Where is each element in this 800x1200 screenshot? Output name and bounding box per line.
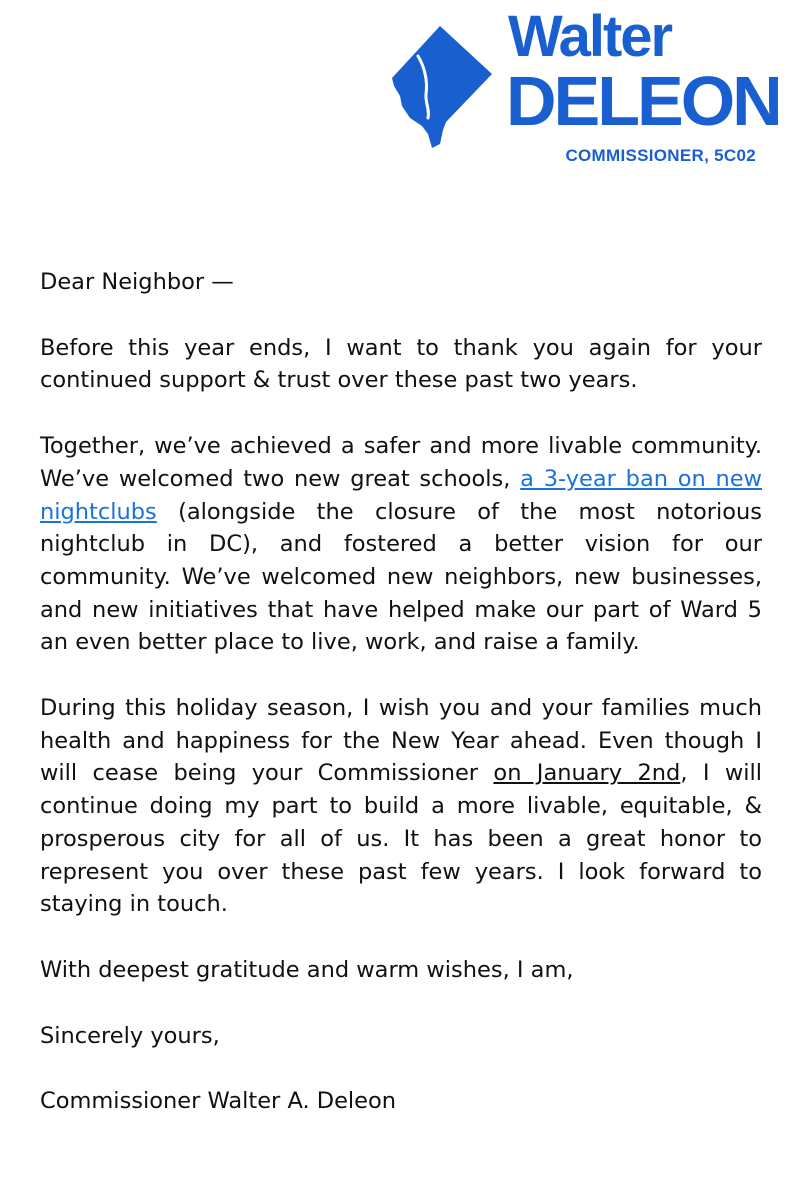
end-date: on January 2nd [493,760,681,787]
logo-first-name: Walter [508,4,672,69]
paragraph-holiday [40,692,762,921]
paragraph-achievements [40,430,762,659]
holiday-text-end: , I will continue doing my part to build a more livable, equitable, & prosperous city for all of us. It has been a great honor to represent you over these past few years. I look forward to staying in touch. [40,760,762,918]
letter-body [40,266,762,1151]
nightclub-ban-link[interactable]: a 3-year ban on new nightclubs [40,465,762,525]
logo-title: COMMISSIONER, 5C02 [565,146,756,165]
signature: Commissioner Walter A. Deleon [40,1088,397,1115]
achievements-text-end: (alongside the closure of the most notorious nightclub in DC), and fostered a better vision for our community. We’ve welcomed new neighbors, new businesses, and new initiatives that have helped make our part of Ward 5 an even better place to live, work, and raise a family. [40,498,762,656]
signoff: Sincerely yours, [40,1022,220,1049]
logo-last-name: DELEON [506,62,780,140]
greeting: Dear Neighbor — [40,269,234,295]
campaign-logo [388,4,780,174]
closing-line: With deepest gratitude and warm wishes, I am, [40,956,574,983]
achievements-text-start: Together, we’ve achieved a safer and more livable community. We’ve welcomed two new great schools, [40,433,762,492]
paragraph-thanks: Before this year ends, I want to thank you again for your continued support & trust over these past two years. [40,334,762,394]
holiday-text-start: During this holiday season, I wish you and your families much health and happiness for the New Year ahead. Even though I will cease being your Commissioner [40,695,762,787]
